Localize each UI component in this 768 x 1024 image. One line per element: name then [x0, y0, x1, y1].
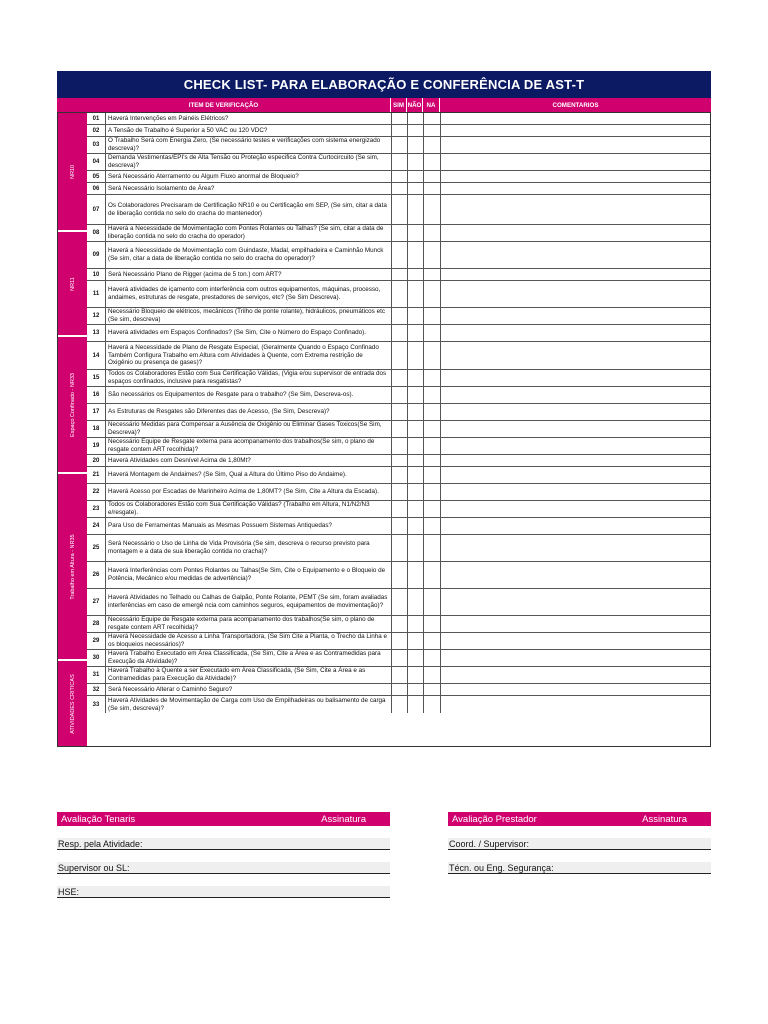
cell-sim[interactable] — [391, 696, 407, 713]
cell-comentario[interactable] — [440, 667, 710, 683]
cell-comentario[interactable] — [440, 455, 710, 466]
item-text: Haverá atividades em Espaços Confinados? (Se Sim, Cite o Número do Espaço Confinado). — [105, 325, 391, 341]
cell-nao[interactable] — [407, 562, 423, 588]
cell-nao[interactable] — [407, 455, 423, 466]
cell-na[interactable] — [423, 535, 440, 561]
table-row — [87, 242, 710, 269]
cell-nao[interactable] — [407, 438, 423, 454]
item-text: Necessário Medidas para Compensar a Ausência de Oxigênio ou Eliminar Gases Toxicos(Se Sim, Descreva)? — [105, 421, 391, 437]
cell-nao[interactable] — [407, 535, 423, 561]
cell-sim[interactable] — [391, 281, 407, 307]
item-text: A Tensão de Trabalho é Superior a 50 VAC ou 120 VDC? — [105, 125, 391, 136]
cell-nao[interactable] — [407, 467, 423, 483]
cell-sim[interactable] — [391, 501, 407, 517]
cell-sim[interactable] — [391, 667, 407, 683]
cell-na[interactable] — [423, 684, 440, 695]
cell-comentario[interactable] — [440, 484, 710, 500]
item-number: 13 — [92, 330, 100, 336]
cell-na[interactable] — [423, 667, 440, 683]
item-text: Será Necessário o Uso de Linha de Vida Provisória (Se sim, descreva o recurso previsto para montagem e a data de sua liberação contida no cracha)? — [105, 535, 391, 561]
item-number: 08 — [92, 230, 100, 236]
table-row — [87, 195, 710, 225]
table-row — [87, 650, 710, 667]
cell-nao[interactable] — [407, 125, 423, 136]
item-text: Para Uso de Ferramentas Manuais as Mesmas Possuem Sistemas Antiquedas? — [105, 518, 391, 534]
cell-sim[interactable] — [391, 616, 407, 632]
cell-nao[interactable] — [407, 589, 423, 615]
cell-comentario[interactable] — [440, 467, 710, 483]
cell-comentario[interactable] — [440, 113, 710, 124]
cell-nao[interactable] — [407, 633, 423, 649]
cell-na[interactable] — [423, 137, 440, 153]
item-text: Será Necessário Aterramento ou Algum Fluxo anormal de Bloqueio? — [105, 171, 391, 182]
cell-na[interactable] — [423, 589, 440, 615]
table-row — [87, 225, 710, 242]
cell-na[interactable] — [423, 154, 440, 170]
item-text: O Trabalho Será com Energia Zero, (Se necessário testes e verificações com sistema energizado descreva)? — [105, 137, 391, 153]
section-label-text: NR10 — [69, 164, 76, 179]
cell-sim[interactable] — [391, 342, 407, 369]
table-row — [87, 501, 710, 518]
table-row — [87, 484, 710, 501]
item-number: 26 — [92, 572, 100, 578]
cell-nao[interactable] — [407, 325, 423, 341]
cell-nao[interactable] — [407, 650, 423, 666]
table-row — [87, 342, 710, 370]
cell-na[interactable] — [423, 325, 440, 341]
cell-nao[interactable] — [407, 370, 423, 386]
cell-sim[interactable] — [391, 518, 407, 534]
cell-nao[interactable] — [407, 342, 423, 369]
cell-na[interactable] — [423, 225, 440, 241]
cell-nao[interactable] — [407, 171, 423, 182]
item-number: 28 — [92, 621, 100, 627]
cell-na[interactable] — [423, 113, 440, 124]
item-text: Necessário Equipe de Resgate externa para acompanamento dos trabalhos(Se sim, o plano de resgate contem ART recolhida)? — [105, 438, 391, 454]
section-label — [58, 474, 87, 661]
section-label — [58, 232, 87, 337]
cell-nao[interactable] — [407, 684, 423, 695]
section-label-text: ATIVIDADES CRITICAS — [69, 673, 76, 734]
item-number: 20 — [92, 457, 100, 464]
cell-comentario[interactable] — [440, 225, 710, 241]
cell-nao[interactable] — [407, 242, 423, 268]
cell-na[interactable] — [423, 387, 440, 403]
section-label — [58, 661, 87, 746]
cell-na[interactable] — [423, 281, 440, 307]
cell-sim[interactable] — [391, 589, 407, 615]
cell-comentario[interactable] — [440, 535, 710, 561]
item-number: 15 — [92, 375, 100, 381]
cell-nao[interactable] — [407, 696, 423, 713]
table-row — [87, 616, 710, 633]
item-text: Haverá Interferências com Pontes Rolantes ou Talhas(Se Sim, Cite o Equipamento e o Bloqueio de Potência, Mecânico e/ou medidas de advertência)? — [105, 562, 391, 588]
cell-na[interactable] — [423, 195, 440, 224]
cell-comentario[interactable] — [440, 501, 710, 517]
item-number: 31 — [92, 672, 100, 678]
item-text: Haverá Montagem de Andaimes? (Se Sim, Qual a Altura do Último Piso do Andaime). — [105, 467, 391, 483]
item-text: São necessários os Equipamentos de Resgate para o trabalho? (Se Sim, Descreva-os). — [105, 387, 391, 403]
cell-comentario[interactable] — [440, 518, 710, 534]
cell-nao[interactable] — [407, 113, 423, 124]
item-number: 14 — [92, 352, 100, 359]
item-text: Necessário Equipe de Resgate externa para acompanamento dos trabalhos(Se sim, o plano de resgate contem ART recolhida)? — [105, 616, 391, 632]
cell-comentario[interactable] — [440, 308, 710, 324]
cell-sim[interactable] — [391, 370, 407, 386]
field-hse[interactable]: HSE: — [57, 886, 390, 898]
cell-nao[interactable] — [407, 667, 423, 683]
item-text: Haverá atividades de içamento com interferência com outros equipamentos, máquinas, processo, andaimes, estruturas de resgate, prestadores de serviços, etc? (Se Sim Descreva). — [105, 281, 391, 307]
item-text: Todos os Colaboradores Estão com Sua Certificação Válidas, (Vigia e/ou supervisor de entrada dos espaços confinados, inclusive para resgatistas? — [105, 370, 391, 386]
item-text: Haverá Atividades no Telhado ou Calhas de Galpão, Ponte Rolante, PEMT (Se sim, foram avaliadas interferências em caso de emergê ncia com caminhos seguros, equipamentos de movimentação)? — [105, 589, 391, 615]
cell-na[interactable] — [423, 633, 440, 649]
item-text: Haverá Atividades de Movimentação de Carga com Uso de Empilhadeiras ou balisamento de carga (Se sim, descreva)? — [105, 696, 391, 713]
cell-comentario[interactable] — [440, 616, 710, 632]
cell-sim[interactable] — [391, 467, 407, 483]
cell-comentario[interactable] — [440, 562, 710, 588]
item-number: 30 — [92, 655, 100, 661]
item-text: Haverá a Necessidade de Movimentação com Pontes Rolantes ou Talhas? (Se sim, citar a data de liberação contida no selo do cracha do operador) — [105, 225, 391, 241]
item-text: Demanda Vestimentas/EPI's de Alta Tensão ou Proteção especifica Contra Curtocircuito (Se sim, descreva)? — [105, 154, 391, 170]
cell-na[interactable] — [423, 650, 440, 666]
header-nao: NÃO — [407, 98, 423, 112]
item-number: 18 — [92, 426, 100, 432]
item-text: Haverá Necessidade de Acesso a Linha Transportadora, (Se Sim Cite a Planta, o Trecho da Linha e os bloqueios necessários)? — [105, 633, 391, 649]
cell-nao[interactable] — [407, 183, 423, 194]
table-row — [87, 325, 710, 342]
cell-nao[interactable] — [407, 281, 423, 307]
header-na: NA — [423, 98, 440, 112]
item-text: Haverá Trabalho à Quente a ser Executado em Área Classificada, (Se Sim, Cite a Área e as Contramedidas para Execução da Atividade)? — [105, 667, 391, 683]
cell-na[interactable] — [423, 342, 440, 369]
cell-na[interactable] — [423, 404, 440, 420]
cell-comentario[interactable] — [440, 387, 710, 403]
table-row — [87, 633, 710, 650]
item-number: 21 — [92, 472, 100, 478]
item-number: 06 — [92, 185, 100, 192]
cell-comentario[interactable] — [440, 171, 710, 182]
cell-comentario[interactable] — [440, 269, 710, 280]
cell-na[interactable] — [423, 125, 440, 136]
item-number: 17 — [92, 409, 100, 415]
cell-nao[interactable] — [407, 616, 423, 632]
cell-comentario[interactable] — [440, 438, 710, 454]
item-number: 24 — [92, 523, 100, 529]
item-text: Todos os Colaboradores Estão com Sua Certificação Válidas? (Trabalho em Altura, N1/N2/N3 e/resgate). — [105, 501, 391, 517]
item-text: Será Necessário Plano de Rigger (acima de 5 ton.) com ART? — [105, 269, 391, 280]
cell-sim[interactable] — [391, 308, 407, 324]
cell-nao[interactable] — [407, 154, 423, 170]
cell-nao[interactable] — [407, 269, 423, 280]
signature-tenaris-header — [57, 812, 390, 826]
table-row — [87, 455, 710, 467]
cell-sim[interactable] — [391, 650, 407, 666]
cell-comentario[interactable] — [440, 342, 710, 369]
cell-sim[interactable] — [391, 455, 407, 466]
table-row — [87, 667, 710, 684]
item-number: 19 — [92, 443, 100, 449]
header-comentarios: COMENTARIOS — [552, 101, 599, 109]
header-item: ITEM DE VERIFICAÇÃO — [57, 98, 391, 112]
cell-comentario[interactable] — [440, 404, 710, 420]
cell-na[interactable] — [423, 438, 440, 454]
table-row — [87, 269, 710, 281]
table-row — [87, 562, 710, 589]
item-number: 23 — [92, 506, 100, 512]
cell-na[interactable] — [423, 183, 440, 194]
item-text: Será Necessário Alterar o Caminho Seguro? — [105, 684, 391, 695]
cell-sim[interactable] — [391, 421, 407, 437]
cell-comentario[interactable] — [440, 650, 710, 666]
cell-nao[interactable] — [407, 404, 423, 420]
cell-comentario[interactable] — [440, 183, 710, 194]
item-number: 22 — [92, 489, 100, 495]
cell-sim[interactable] — [391, 438, 407, 454]
table-row — [87, 518, 710, 535]
table-row — [87, 387, 710, 404]
cell-sim[interactable] — [391, 404, 407, 420]
item-number: 27 — [92, 599, 100, 605]
cell-sim[interactable] — [391, 562, 407, 588]
cell-na[interactable] — [423, 455, 440, 466]
cell-comentario[interactable] — [440, 281, 710, 307]
checklist-sheet — [57, 71, 711, 747]
section-label-text: Trabalho em Altura - NR35 — [69, 533, 76, 600]
section-label-text: Espaço Confinado - NR33 — [69, 372, 76, 437]
cell-sim[interactable] — [391, 113, 407, 124]
section-label-text: NR11 — [69, 276, 76, 291]
cell-comentario[interactable] — [440, 421, 710, 437]
page-title: CHECK LIST- PARA ELABORAÇÃO E CONFERÊNCIA DE AST-T — [57, 71, 711, 98]
cell-comentario[interactable] — [440, 154, 710, 170]
table-header — [57, 98, 711, 113]
cell-na[interactable] — [423, 484, 440, 500]
field-coord-supervisor[interactable]: Coord. / Supervisor: — [448, 838, 711, 850]
item-number: 10 — [92, 271, 100, 278]
cell-comentario[interactable] — [440, 195, 710, 224]
table-row — [87, 467, 710, 484]
cell-na[interactable] — [423, 308, 440, 324]
cell-comentario[interactable] — [440, 589, 710, 615]
table-row — [87, 154, 710, 171]
cell-nao[interactable] — [407, 308, 423, 324]
cell-na[interactable] — [423, 467, 440, 483]
cell-sim[interactable] — [391, 195, 407, 224]
cell-na[interactable] — [423, 171, 440, 182]
cell-na[interactable] — [423, 269, 440, 280]
table-row — [87, 589, 710, 616]
item-text: Haverá Intervenções em Painéis Elétricos? — [105, 113, 391, 124]
field-supervisor-sl[interactable]: Supervisor ou SL: — [57, 862, 390, 874]
item-text: Os Colaboradores Precisaram de Certificação NR10 e ou Certificação em SEP, (Se sim, citar a data de liberação contida no selo do cracha do mantenedor) — [105, 195, 391, 224]
item-number: 09 — [92, 252, 100, 258]
cell-nao[interactable] — [407, 195, 423, 224]
table-row — [87, 370, 710, 387]
cell-na[interactable] — [423, 501, 440, 517]
cell-na[interactable] — [423, 421, 440, 437]
cell-comentario[interactable] — [440, 325, 710, 341]
cell-sim[interactable] — [391, 684, 407, 695]
cell-sim[interactable] — [391, 269, 407, 280]
item-text: Necessário Bloqueio de elétricos, mecânicos (Trilho de ponte rolante), hidráulicos, pneumáticos etc (Se sim, descreva) — [105, 308, 391, 324]
item-text: Haverá Atividades com Desnível Acima de 1,80Mt? — [105, 455, 391, 466]
item-number: 01 — [92, 115, 100, 122]
item-number: 05 — [92, 173, 100, 180]
cell-sim[interactable] — [391, 183, 407, 194]
cell-sim[interactable] — [391, 535, 407, 561]
cell-na[interactable] — [423, 696, 440, 713]
header-sim: SIM — [391, 98, 407, 112]
signature-prestador-sign-label: Assinatura — [642, 813, 687, 825]
cell-comentario[interactable] — [440, 696, 710, 713]
item-text: Será Necessário Isolamento de Área? — [105, 183, 391, 194]
item-number: 03 — [92, 142, 100, 148]
cell-nao[interactable] — [407, 421, 423, 437]
cell-nao[interactable] — [407, 387, 423, 403]
cell-sim[interactable] — [391, 387, 407, 403]
table-row — [87, 171, 710, 183]
item-number: 29 — [92, 638, 100, 644]
cell-sim[interactable] — [391, 633, 407, 649]
cell-nao[interactable] — [407, 518, 423, 534]
cell-sim[interactable] — [391, 325, 407, 341]
table-row — [87, 137, 710, 154]
item-number: 16 — [92, 392, 100, 398]
cell-na[interactable] — [423, 616, 440, 632]
table-row — [87, 684, 710, 696]
cell-comentario[interactable] — [440, 242, 710, 268]
table-row — [87, 183, 710, 195]
table-row — [87, 404, 710, 421]
item-number: 02 — [92, 127, 100, 134]
signature-prestador-header — [448, 812, 711, 826]
table-row — [87, 421, 710, 438]
table-row — [87, 696, 710, 713]
item-text: Haverá a Necessidade de Movimentação com Guindaste, Madal, empilhadeira e Caminhão Munck (Se sim, citar a data de liberação contida no selo do cracha do operador)? — [105, 242, 391, 268]
cell-comentario[interactable] — [440, 137, 710, 153]
item-text: Haverá a Necessidade de Plano de Resgate Especial, (Geralmente Quando o Espaço Confinado Também Configura Trabalho em Altura com Atividades à Quente, com Extrema restrição de Oxigênio ou presença de gases)? — [105, 342, 391, 369]
cell-comentario[interactable] — [440, 370, 710, 386]
section-label — [58, 337, 87, 474]
cell-sim[interactable] — [391, 125, 407, 136]
cell-sim[interactable] — [391, 171, 407, 182]
cell-na[interactable] — [423, 518, 440, 534]
table-body — [57, 113, 711, 747]
item-rows — [87, 113, 710, 746]
cell-sim[interactable] — [391, 137, 407, 153]
signature-tenaris-title: Avaliação Tenaris — [61, 813, 136, 825]
cell-comentario[interactable] — [440, 125, 710, 136]
table-row — [87, 113, 710, 125]
cell-sim[interactable] — [391, 225, 407, 241]
item-number: 12 — [92, 313, 100, 319]
table-row — [87, 535, 710, 562]
field-tec-eng-seguranca[interactable]: Técn. ou Eng. Segurança: — [448, 862, 711, 874]
cell-comentario[interactable] — [440, 684, 710, 695]
item-number: 33 — [92, 701, 100, 708]
cell-nao[interactable] — [407, 225, 423, 241]
signature-prestador-title: Avaliação Prestador — [452, 813, 537, 825]
cell-na[interactable] — [423, 242, 440, 268]
table-row — [87, 308, 710, 325]
item-number: 32 — [92, 686, 100, 693]
table-row — [87, 438, 710, 455]
item-text: As Estruturas de Resgates são Diferentes das de Acesso, (Se Sim, Descreva)? — [105, 404, 391, 420]
item-text: Haverá Acesso por Escadas de Marinheiro Acima de 1,80MT? (Se Sim, Cite a Altura da Escada). — [105, 484, 391, 500]
item-number: 25 — [92, 545, 100, 551]
item-number: 07 — [92, 206, 100, 213]
cell-nao[interactable] — [407, 501, 423, 517]
section-label — [58, 113, 87, 232]
signature-tenaris-sign-label: Assinatura — [321, 813, 366, 825]
cell-sim[interactable] — [391, 242, 407, 268]
table-row — [87, 281, 710, 308]
signature-tenaris — [57, 812, 390, 897]
cell-sim[interactable] — [391, 484, 407, 500]
cell-nao[interactable] — [407, 484, 423, 500]
cell-sim[interactable] — [391, 154, 407, 170]
cell-na[interactable] — [423, 562, 440, 588]
item-number: 11 — [92, 291, 100, 297]
item-number: 04 — [92, 159, 100, 165]
section-column — [58, 113, 87, 746]
table-row — [87, 125, 710, 137]
signature-prestador — [448, 812, 711, 873]
item-text: Haverá Trabalho Executado em Área Classificada, (Se Sim, Cite a Área e as Contramedidas para Execução da Atividade)? — [105, 650, 391, 666]
cell-comentario[interactable] — [440, 633, 710, 649]
cell-na[interactable] — [423, 370, 440, 386]
field-resp-atividade[interactable]: Resp. pela Atividade: — [57, 838, 390, 850]
cell-nao[interactable] — [407, 137, 423, 153]
